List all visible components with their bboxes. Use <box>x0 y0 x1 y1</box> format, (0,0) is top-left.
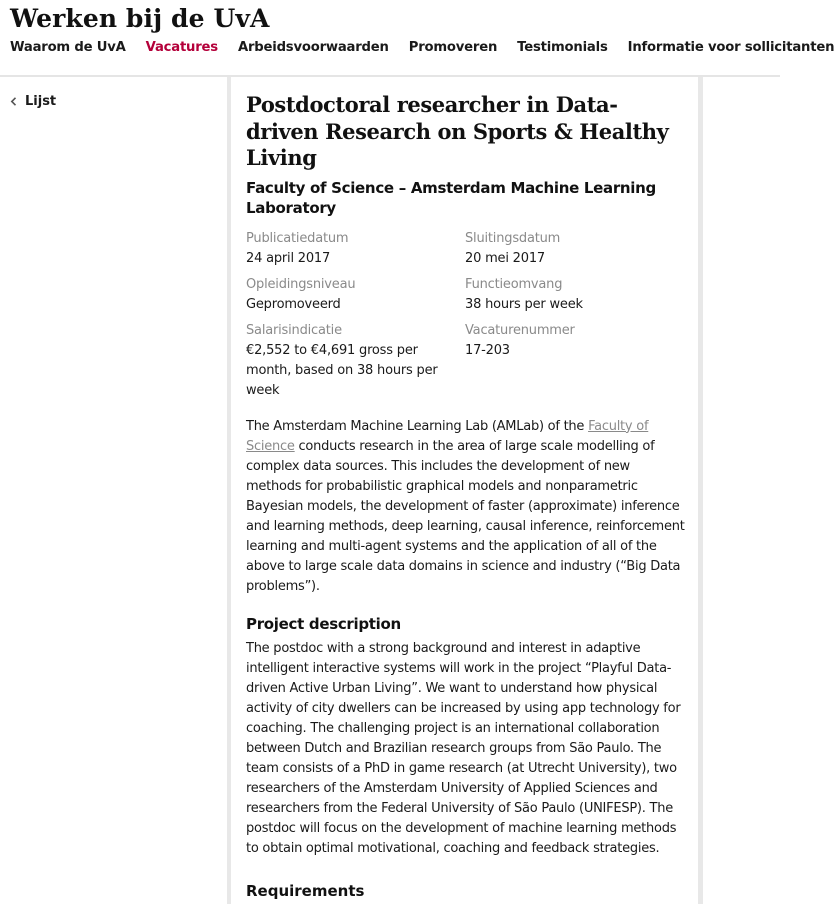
nav-item-promoveren[interactable]: Promoveren <box>408 40 498 55</box>
meta-label: Opleidingsniveau <box>246 276 356 292</box>
nav-item-informatie-voor-sollicitanten[interactable]: Informatie voor sollicitanten <box>627 40 834 55</box>
nav-item-waarom-de-uva[interactable]: Waarom de UvA <box>10 40 126 55</box>
meta-label: Salarisindicatie <box>246 322 342 338</box>
intro-text: The Amsterdam Machine Learning Lab (AMLab) of the <box>246 418 589 434</box>
meta-publicatiedatum <box>246 229 465 269</box>
meta-salarisindicatie <box>246 321 465 401</box>
faculty-of-science-link[interactable]: Faculty of Science <box>246 418 649 454</box>
meta-value: 20 mei 2017 <box>465 250 545 266</box>
meta-opleidingsniveau <box>246 275 465 315</box>
nav-item-testimonials[interactable]: Testimonials <box>517 40 608 55</box>
project-description-text: The postdoc with a strong background and interest in adaptive intelligent interactive systems will work in the project “Playful Data-driven Active Urban Living”. We want to understand how physical activity of city dwellers can be increased by using app technology for coaching. The challenging project is an international collaboration between Dutch and Brazilian research groups from São Paulo. The team consists of a PhD in game research (at Utrecht University), two researchers of the Amsterdam University of Applied Sciences and researchers from the Federal University of São Paulo (UNIFESP). The postdoc will focus on the development of machine learning methods to obtain optimal motivational, coaching and feedback strategies. <box>246 640 681 856</box>
meta-value: €2,552 to €4,691 gross per month, based on 38 hours per week <box>246 342 438 398</box>
meta-value: 24 april 2017 <box>246 250 331 266</box>
job-posting <box>246 92 688 901</box>
job-title: Postdoctoral researcher in Data-driven Research on Sports & Healthy Living <box>246 92 669 170</box>
meta-functieomvang <box>465 275 684 315</box>
meta-label: Vacaturenummer <box>465 322 575 338</box>
meta-label: Publicatiedatum <box>246 230 349 246</box>
nav-item-vacatures[interactable]: Vacatures <box>145 40 218 55</box>
meta-label: Functieomvang <box>465 276 563 292</box>
intro-paragraph <box>246 417 688 597</box>
job-meta-grid <box>246 229 688 401</box>
back-to-list-link[interactable] <box>10 94 56 109</box>
meta-vacaturenummer <box>465 321 684 401</box>
header-divider <box>0 75 780 77</box>
meta-label: Sluitingsdatum <box>465 230 561 246</box>
site-title[interactable]: Werken bij de UvA <box>10 4 270 33</box>
main-nav <box>10 40 834 55</box>
chevron-left-icon <box>10 97 17 106</box>
meta-value: 38 hours per week <box>465 296 583 312</box>
project-description-heading: Project description <box>246 614 401 633</box>
back-link-label: Lijst <box>25 94 57 109</box>
intro-text: conducts research in the area of large scale modelling of complex data sources. This includes the development of new methods for probabilistic graphical models and nonparametric Bayesian models, the development of faster (approximate) inference and learning methods, deep learning, causal inference, reinforcement learning and multi-agent systems and the application of all of the above to large scale data domains in science and industry (“Big Data problems”). <box>246 438 685 594</box>
job-faculty: Faculty of Science – Amsterdam Machine Learning Laboratory <box>246 178 656 217</box>
requirements-heading: Requirements <box>246 881 365 900</box>
meta-value: 17-203 <box>465 342 510 358</box>
nav-item-arbeidsvoorwaarden[interactable]: Arbeidsvoorwaarden <box>237 40 389 55</box>
content-left-border <box>227 77 231 904</box>
content-right-border <box>698 77 703 904</box>
meta-sluitingsdatum <box>465 229 684 269</box>
meta-value: Gepromoveerd <box>246 296 341 312</box>
